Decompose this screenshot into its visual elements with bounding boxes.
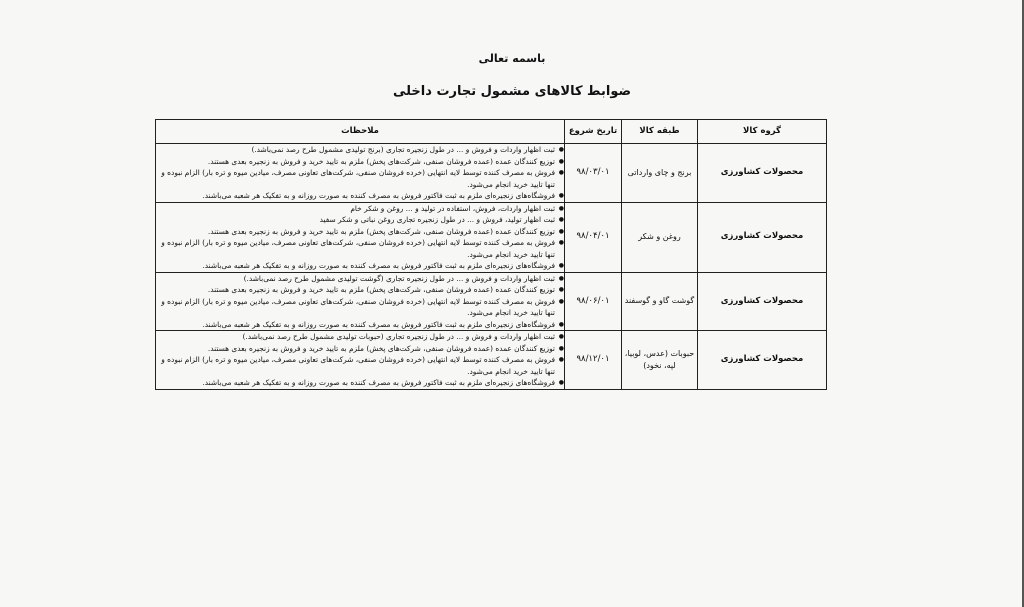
cell-notes: [156, 272, 565, 331]
note-item: ● ثبت اظهار واردات، فروش، استفاده در تولید و ... روغن و شکر خام: [156, 203, 564, 215]
cell-group: محصولات کشاورزی: [698, 144, 827, 203]
goods-rules-table: [155, 119, 827, 390]
note-item: ● توزیع کنندگان عمده (عمده فروشان صنفی، شرکت‌های پخش) ملزم به تایید خرید و فروش به زنجیره بعدی هستند.: [156, 284, 564, 296]
notes-list: [156, 273, 564, 331]
cell-start-date: ۹۸/۰۴/۰۱: [565, 202, 622, 272]
table-row: [156, 331, 827, 390]
note-item: ● فروش به مصرف کننده توسط لایه انتهایی (خرده فروشان صنفی، شرکت‌های تعاونی مصرف، میادین میوه و تره بار) الزام نبوده و تنها تایید خرید انجام می‌شود.: [156, 167, 564, 190]
notes-list: [156, 331, 564, 389]
cell-notes: [156, 202, 565, 272]
note-item: ● فروشگاه‌های زنجیره‌ای ملزم به ثبت فاکتور فروش به مصرف کننده به صورت روزانه و به تفکیک هر شعبه می‌باشند.: [156, 190, 564, 202]
cell-group: محصولات کشاورزی: [698, 202, 827, 272]
table-row: [156, 144, 827, 203]
document-title: ضوابط کالاهای مشمول تجارت داخلی: [392, 84, 632, 99]
cell-class: گوشت گاو و گوسفند: [622, 272, 698, 331]
cell-group: محصولات کشاورزی: [698, 272, 827, 331]
note-item: ● توزیع کنندگان عمده (عمده فروشان صنفی، شرکت‌های پخش) ملزم به تایید خرید و فروش به زنجیره بعدی هستند.: [156, 226, 564, 238]
note-item: ● ثبت اظهار واردات و فروش و ... در طول زنجیره تجاری (حبوبات تولیدی مشمول طرح رصد نمی‌باشد.): [156, 331, 564, 343]
notes-list: [156, 203, 564, 272]
cell-class: حبوبات (عدس، لوبیا، لپه، نخود): [622, 331, 698, 390]
note-item: ● ثبت اظهار واردات و فروش و ... در طول زنجیره تجاری (برنج تولیدی مشمول طرح رصد نمی‌باشد.): [156, 144, 564, 156]
column-header-class: طبقه کالا: [622, 120, 698, 144]
note-item: ● فروش به مصرف کننده توسط لایه انتهایی (خرده فروشان صنفی، شرکت‌های تعاونی مصرف، میادین میوه و تره بار) الزام نبوده و تنها تایید خرید انجام می‌شود.: [156, 296, 564, 319]
notes-list: [156, 144, 564, 202]
cell-start-date: ۹۸/۰۶/۰۱: [565, 272, 622, 331]
cell-notes: [156, 331, 565, 390]
cell-class: روغن و شکر: [622, 202, 698, 272]
note-item: ● فروشگاه‌های زنجیره‌ای ملزم به ثبت فاکتور فروش به مصرف کننده به صورت روزانه و به تفکیک هر شعبه می‌باشند.: [156, 377, 564, 389]
column-header-group: گروه کالا: [698, 120, 827, 144]
table-row: [156, 272, 827, 331]
note-item: ● فروشگاه‌های زنجیره‌ای ملزم به ثبت فاکتور فروش به مصرف کننده به صورت روزانه و به تفکیک هر شعبه می‌باشند.: [156, 260, 564, 272]
column-header-notes: ملاحظات: [156, 120, 565, 144]
note-item: ● فروش به مصرف کننده توسط لایه انتهایی (خرده فروشان صنفی، شرکت‌های تعاونی مصرف، میادین میوه و تره بار) الزام نبوده و تنها تایید خرید انجام می‌شود.: [156, 237, 564, 260]
note-item: ● توزیع کنندگان عمده (عمده فروشان صنفی، شرکت‌های پخش) ملزم به تایید خرید و فروش به زنجیره بعدی هستند.: [156, 343, 564, 355]
cell-start-date: ۹۸/۱۲/۰۱: [565, 331, 622, 390]
note-item: ● فروش به مصرف کننده توسط لایه انتهایی (خرده فروشان صنفی، شرکت‌های تعاونی مصرف، میادین میوه و تره بار) الزام نبوده و تنها تایید خرید انجام می‌شود.: [156, 354, 564, 377]
cell-notes: [156, 144, 565, 203]
table-header-row: [156, 120, 827, 144]
invocation-heading: باسمه تعالی: [478, 52, 546, 65]
table-row: [156, 202, 827, 272]
cell-class: برنج و چای وارداتی: [622, 144, 698, 203]
note-item: ● ثبت اظهار تولید، فروش و ... در طول زنجیره تجاری روغن نباتی و شکر سفید: [156, 214, 564, 226]
column-header-start-date: تاریخ شروع: [565, 120, 622, 144]
cell-group: محصولات کشاورزی: [698, 331, 827, 390]
cell-start-date: ۹۸/۰۳/۰۱: [565, 144, 622, 203]
note-item: ● فروشگاه‌های زنجیره‌ای ملزم به ثبت فاکتور فروش به مصرف کننده به صورت روزانه و به تفکیک هر شعبه می‌باشند.: [156, 319, 564, 331]
note-item: ● ثبت اظهار واردات و فروش و ... در طول زنجیره تجاری (گوشت تولیدی مشمول طرح رصد نمی‌باشد.): [156, 273, 564, 285]
note-item: ● توزیع کنندگان عمده (عمده فروشان صنفی، شرکت‌های پخش) ملزم به تایید خرید و فروش به زنجیره بعدی هستند.: [156, 156, 564, 168]
